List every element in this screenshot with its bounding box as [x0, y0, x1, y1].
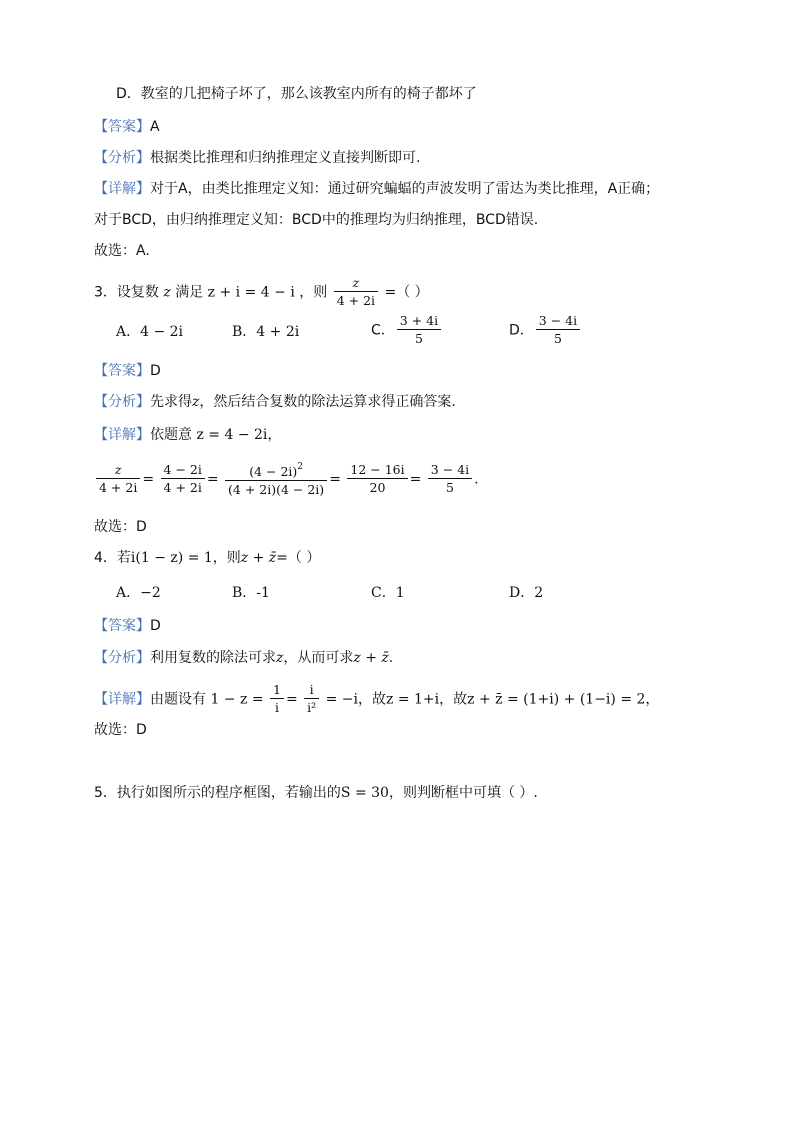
q5-stem: 5．执行如图所示的程序框图，若输出的S = 30，则判断框中可填（ ）.: [94, 785, 538, 801]
q4-target: z + z̄: [240, 550, 277, 566]
q3-stem-d: =（ ）: [384, 284, 429, 301]
q4-answer: D: [150, 618, 161, 634]
q3-answer: D: [150, 363, 161, 379]
q3-option-c-fraction: $\frac{3 + 4i}{5}$: [397, 313, 441, 346]
detail-tag: 【详解】: [94, 181, 150, 197]
q4-fraction-1: $\frac{1}{i}$: [270, 682, 284, 715]
analysis-tag: 【分析】: [94, 394, 150, 410]
calc-fraction-2: $\frac{4 - 2i}{4 + 2i}$: [161, 462, 205, 495]
q3-fraction: $\frac{z}{4 + 2i}$: [334, 275, 378, 308]
analysis-tag: 【分析】: [94, 150, 150, 166]
q5-equation: S = 30: [340, 785, 389, 801]
q3-var-z: z: [163, 284, 171, 301]
q3-equation: z + i = 4 − i: [207, 284, 295, 301]
q3-option-d: D． $\frac{3 - 4i}{5}$: [509, 314, 582, 347]
calc-fraction-3: $\frac{(4 - 2i)^2}{(4 + 2i)(4 - 2i)}$: [225, 460, 327, 497]
q2-detail-line-1: [94, 179, 659, 199]
q4-option-b: B．-1: [232, 585, 270, 601]
q4-option-a: A．−2: [116, 585, 161, 601]
analysis-tag: 【分析】: [94, 650, 150, 666]
q4-fraction-2: $\frac{i}{\text{i²}}$: [304, 682, 319, 715]
q3-stem-c: ，则: [299, 284, 328, 301]
q2-analysis-line: [94, 148, 420, 168]
q4-stem: 4．若i(1 − z) = 1，则z + z̄=（ ）: [94, 550, 321, 566]
q4-analysis-line: 【分析】利用复数的除法可求z，从而可求z + z̄.: [94, 650, 394, 666]
detail-tag: 【详解】: [94, 427, 150, 443]
q2-detail-line-2: 对于BCD，由归纳推理定义知：BCD中的推理均为归纳推理，BCD错误.: [94, 212, 539, 228]
calc-fraction-5: $\frac{3 - 4i}{5}$: [428, 462, 472, 495]
q3-stem: [94, 276, 429, 309]
q4-equation: i(1 − z) = 1: [130, 550, 213, 566]
q2-answer: A: [150, 119, 160, 135]
q4-option-c: C．1: [371, 585, 405, 601]
q3-option-a: A．4 − 2i: [116, 324, 184, 340]
q2-detail-1: 对于A，由类比推理定义知：通过研究蝙蝠的声波发明了雷达为类比推理，A正确；: [150, 181, 660, 197]
q3-stem-b: 满足: [175, 284, 204, 301]
q3-choose: 故选：D: [94, 519, 147, 535]
q3-option-d-fraction: $\frac{3 - 4i}{5}$: [536, 313, 580, 346]
q2-option-d: D．教室的几把椅子坏了，那么该教室内所有的椅子都坏了: [116, 86, 477, 102]
q4-option-d: D．2: [509, 585, 544, 601]
answer-tag: 【答案】: [94, 363, 150, 379]
answer-tag: 【答案】: [94, 119, 150, 135]
q2-answer-line: [94, 117, 160, 137]
q2-analysis: 根据类比推理和归纳推理定义直接判断即可.: [150, 150, 421, 166]
detail-tag: 【详解】: [94, 691, 150, 708]
q2-choose: 故选：A.: [94, 243, 150, 259]
q3-option-c: C． $\frac{3 + 4i}{5}$: [371, 314, 443, 347]
q4-detail-line: 【详解】由题设有 1 − z = $\frac{1}{i}$ = $\frac{i}{\text{i²}}$ = −i，故z = 1+i，故z + z̄ = (1+i) + (1−i) = 2，: [94, 682, 660, 715]
calc-fraction-4: $\frac{12 - 16i}{20}$: [347, 462, 407, 495]
q4-answer-line: [94, 616, 161, 636]
calc-fraction-1: $\frac{z}{4 + 2i}$: [96, 462, 140, 495]
q4-choose: 故选：D: [94, 722, 147, 738]
q3-stem-a: 3．设复数: [94, 284, 159, 301]
q3-answer-line: [94, 361, 161, 381]
q3-analysis-line: 【分析】先求得z，然后结合复数的除法运算求得正确答案.: [94, 394, 456, 410]
q3-calculation: $\frac{z}{4 + 2i}$ = $\frac{4 - 2i}{4 + 2i}$ = $\frac{(4 - 2i)^2}{(4 + 2i)(4 - 2i)}$ = $\frac{12 - 16i}{20}$ = $\frac{3 - 4i}{5}$ .: [94, 461, 479, 498]
q3-option-b: B．4 + 2i: [232, 324, 300, 340]
answer-tag: 【答案】: [94, 618, 150, 634]
q3-detail-line: 【详解】依题意 z = 4 − 2i，: [94, 427, 282, 443]
